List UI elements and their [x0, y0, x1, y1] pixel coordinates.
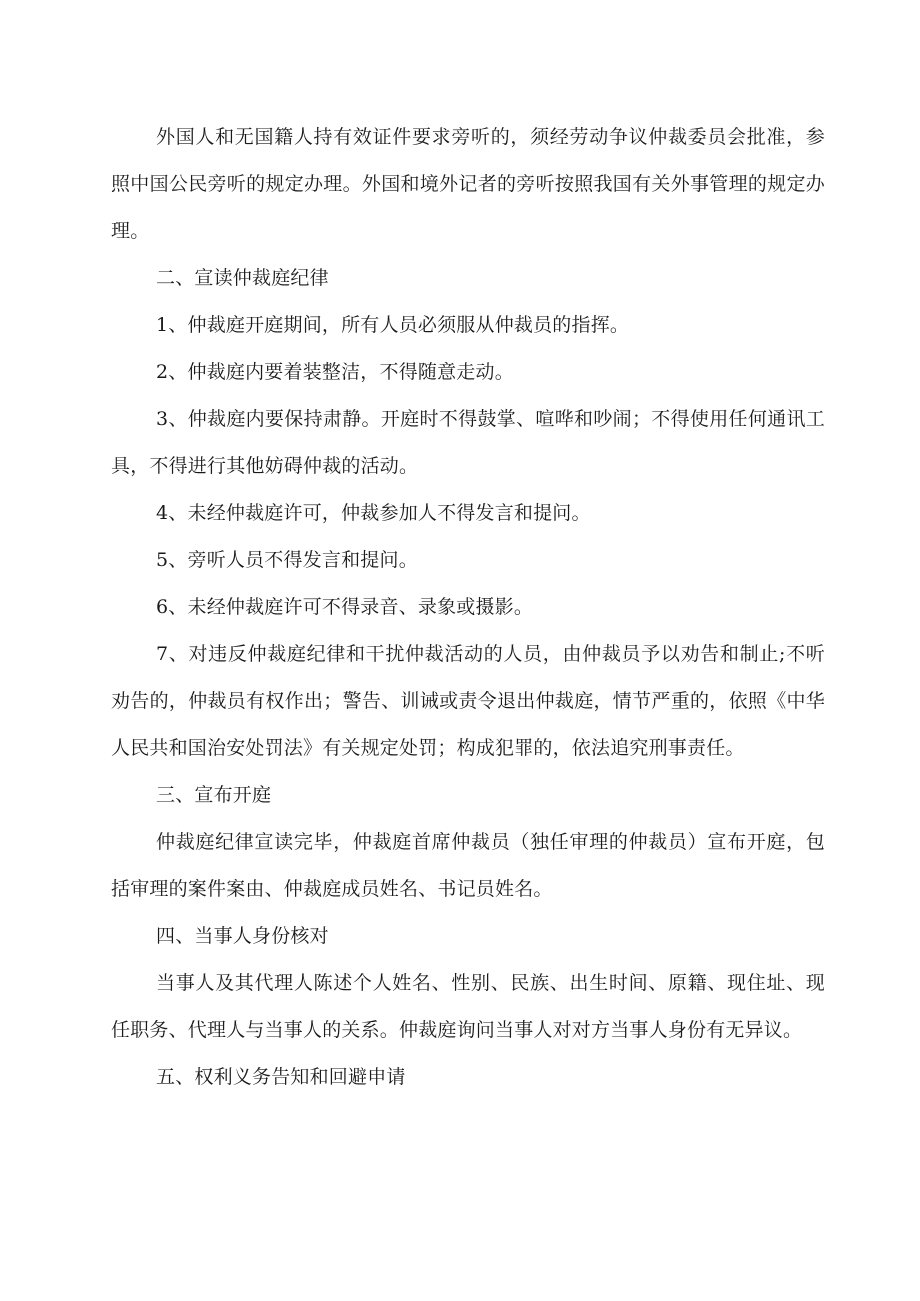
- section-heading-3: 三、宣布开庭: [156, 784, 272, 806]
- paragraph-announce-opening: 仲裁庭纪律宣读完毕，仲裁庭首席仲裁员（独任审理的仲裁员）宣布开庭，包括审理的案件案由、仲裁庭成员姓名、书记员姓名。: [111, 831, 825, 900]
- paragraph-identity-check: 当事人及其代理人陈述个人姓名、性别、民族、出生时间、原籍、现住址、现任职务、代理人与当事人的关系。仲裁庭询问当事人对对方当事人身份有无异议。: [111, 972, 825, 1041]
- section-heading-5: 五、权利义务告知和回避申请: [156, 1066, 406, 1088]
- rule-item-3: 3、仲裁庭内要保持肃静。开庭时不得鼓掌、喧哗和吵闹；不得使用任何通讯工具，不得进行其他妨碍仲裁的活动。: [111, 408, 825, 477]
- rule-item-6: 6、未经仲裁庭许可不得录音、录象或摄影。: [156, 596, 534, 618]
- document-body: [111, 114, 825, 1101]
- rule-item-5: 5、旁听人员不得发言和提问。: [156, 549, 418, 571]
- rule-item-2: 2、仲裁庭内要着装整洁，不得随意走动。: [156, 361, 514, 383]
- rule-item-1: 1、仲裁庭开庭期间，所有人员必须服从仲裁员的指挥。: [156, 314, 630, 336]
- paragraph-foreign-observers: 外国人和无国籍人持有效证件要求旁听的，须经劳动争议仲裁委员会批准，参照中国公民旁听的规定办理。外国和境外记者的旁听按照我国有关外事管理的规定办理。: [111, 126, 825, 242]
- rule-item-4: 4、未经仲裁庭许可，仲裁参加人不得发言和提问。: [156, 502, 591, 524]
- rule-item-7: 7、对违反仲裁庭纪律和干扰仲裁活动的人员，由仲裁员予以劝告和制止;不听劝告的，仲裁员有权作出；警告、训诫或责令退出仲裁庭，情节严重的，依照《中华人民共和国治安处罚法》有关规定处罚；构成犯罪的，依法追究刑事责任。: [111, 643, 825, 759]
- section-heading-2: 二、宣读仲裁庭纪律: [156, 267, 329, 289]
- section-heading-4: 四、当事人身份核对: [156, 925, 329, 947]
